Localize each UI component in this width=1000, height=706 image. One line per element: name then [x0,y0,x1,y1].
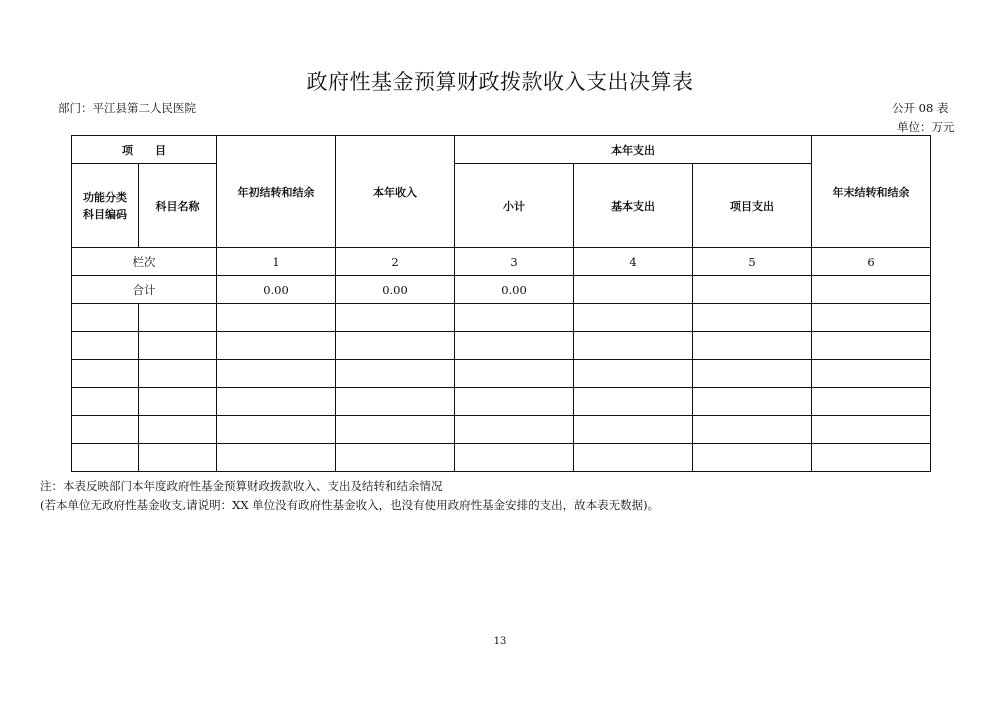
total-cell: 0.00 [217,276,336,304]
page-title: 政府性基金预算财政拨款收入支出决算表 [306,70,694,94]
note-line-1: 注：本表反映部门本年度政府性基金预算财政拨款收入、支出及结转和结余情况 [40,479,443,493]
header-basic: 基本支出 [574,164,693,248]
table-row [72,388,931,416]
table-row [72,332,931,360]
unit-label: 单位：万元 [897,120,955,134]
header-func-code: 功能分类科目编码 [72,164,139,248]
column-number: 6 [812,248,931,276]
page-number: 13 [493,636,507,647]
column-row-label: 栏次 [72,248,217,276]
total-cell [574,276,693,304]
header-income: 本年收入 [336,136,455,248]
header-expense-group: 本年支出 [455,136,812,164]
total-row [72,276,931,304]
header-begin-balance: 年初结转和结余 [217,136,336,248]
total-cell: 0.00 [336,276,455,304]
total-cell [812,276,931,304]
column-number: 2 [336,248,455,276]
table-row [72,444,931,472]
department-label: 部门：平江县第二人民医院 [58,101,196,115]
header-end-balance: 年末结转和结余 [812,136,931,248]
total-cell [693,276,812,304]
table-row [72,360,931,388]
form-code: 公开 08 表 [892,101,949,115]
table-row [72,304,931,332]
budget-table [71,135,931,472]
header-item: 项 目 [72,136,217,164]
total-label: 合计 [72,276,217,304]
column-number: 4 [574,248,693,276]
header-project: 项目支出 [693,164,812,248]
column-number: 5 [693,248,812,276]
column-number: 3 [455,248,574,276]
header-subtotal: 小计 [455,164,574,248]
note-line-2: (若本单位无政府性基金收支,请说明：XX 单位没有政府性基金收入，也没有使用政府性基金安排的支出，故本表无数据)。 [40,498,660,512]
header-subject-name: 科目名称 [139,164,217,248]
table-row [72,416,931,444]
total-cell: 0.00 [455,276,574,304]
column-number: 1 [217,248,336,276]
